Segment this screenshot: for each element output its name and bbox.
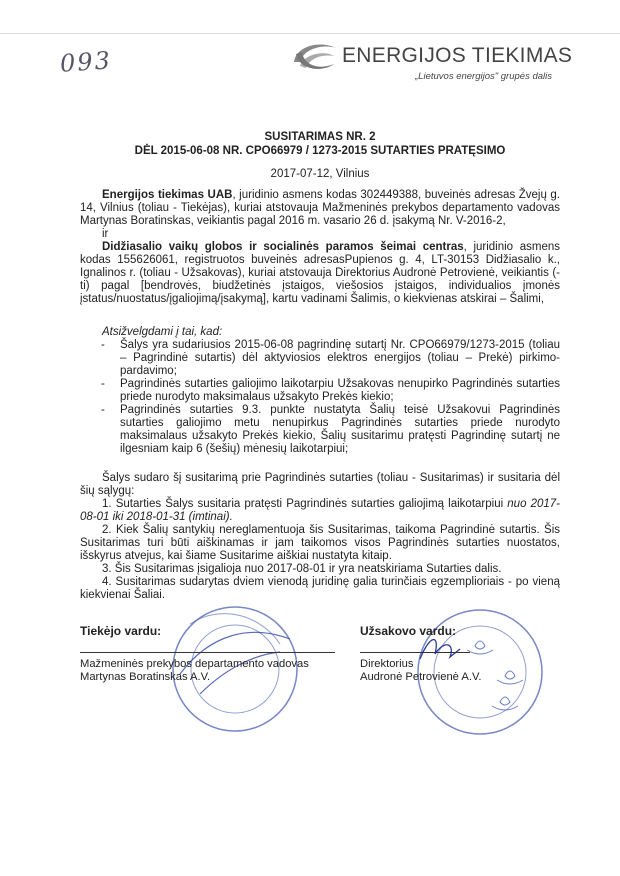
supplier-label: Tiekėjo vardu: xyxy=(80,624,162,638)
party-1-text: , juridinio asmens kodas 302449388, buveinės adresas Žvejų g. 14, Vilnius (toliau - Tiekėjas), kuriai atstovauja Mažmeninės prekybos departamento vadovas Martynas Boratinskas, veikiantis pagal 2016 m. vasario 26 d. įsakymą Nr. V-2016-2, xyxy=(80,189,560,227)
clause-4: 4. Susitarimas sudarytas dviem vienodą juridinę galia turinčiais egzemplioriais - po vieną kiekvienai Šaliai. xyxy=(80,576,560,601)
supplier-role: Mažmeninės prekybos departamento vadovas xyxy=(80,658,309,670)
supplier-signature-line xyxy=(80,652,335,653)
title-line-1: SUSITARIMAS NR. 2 xyxy=(264,131,376,143)
parties xyxy=(80,189,560,306)
party-2-paragraph xyxy=(80,241,560,306)
party-1-name: Energijos tiekimas UAB xyxy=(102,189,233,201)
whereas-section xyxy=(80,326,560,456)
clause-1-text: 1. Sutarties Šalys susitaria pratęsti Pagrindinės sutarties galiojimą laikotarpiui xyxy=(102,498,508,510)
company-tagline: „Lietuvos energijos" grupės dalis xyxy=(415,71,552,82)
clauses-section xyxy=(80,472,560,602)
whereas-item: - Pagrindinės sutarties galiojimo laikotarpiu Užsakovas nenupirko Pagrindinės sutarties priede nurodyto maksimalaus užsakyto Prekės kiekio; xyxy=(120,378,560,404)
clause-2: 2. Kiek Šalių santykių nereglamentuoja šis Susitarimas, taikoma Pagrindinė sutartis. Šis Susitarimas turi būti aiškinamas ir jam taikomos visos Pagrindinės sutarties nuostatos, išskyrus atvejus, kai šiame Susitarime aiškiai nustatyta kitaip. xyxy=(80,524,560,562)
company-name: ENERGIJOS TIEKIMAS xyxy=(342,44,573,67)
customer-role: Direktorius xyxy=(360,658,414,670)
logo-swirl-icon xyxy=(290,40,340,74)
customer-label: Užsakovo vardu: xyxy=(360,624,457,638)
document-body xyxy=(80,130,560,704)
clause-1-period: nuo 2017-08-01 iki 2018-01-31 (imtinai). xyxy=(80,498,561,523)
whereas-heading: Atsižvelgdami į tai, kad: xyxy=(102,326,223,338)
customer-signature-line xyxy=(360,652,470,653)
signatures xyxy=(80,624,560,704)
date-place: 2017-07-12, Vilnius xyxy=(270,168,370,180)
party-2-name: Didžiasalio vaikų globos ir socialinės paramos šeimai centras xyxy=(102,241,464,253)
document-header xyxy=(80,130,560,181)
clause-3: 3. Šis Susitarimas įsigalioja nuo 2017-08-01 ir yra neatskiriama Sutarties dalis. xyxy=(102,563,502,575)
company-logo xyxy=(290,40,573,88)
party-1-paragraph xyxy=(80,189,560,228)
handwritten-number: 093 xyxy=(59,46,113,78)
clause-1 xyxy=(80,498,560,524)
intro-paragraph: Šalys sudaro šį susitarimą prie Pagrindinės sutarties (toliau - Susitarimas) ir susitaria dėl šių sąlygų: xyxy=(80,472,560,497)
party-2-text: , juridinio asmens kodas 155626061, registruotos buveinės adresasPupienos g. 4, LT-30153 Didžiasalio k., Ignalinos r. (toliau - Užsakovas), kuriai atstovauja Direktorius Audronė Petrovienė, veikiantis (-ti) pagal [bendrovės, biudžetinės įstaigos, viešosios įstaigos, individualios įmonės įstatus/nuostatus/įgaliojimą/įsakymą], kartu vadinami Šalimis, o kiekvienas atskirai – Šalimi, xyxy=(80,241,560,305)
customer-name: Audronė Petrovienė A.V. xyxy=(360,670,482,683)
supplier-name: Martynas Boratinskas A.V. xyxy=(80,670,211,683)
customer-signature-block xyxy=(360,624,560,683)
whereas-item: - Pagrindinės sutarties 9.3. punkte nustatyta Šalių teisė Užsakovui Pagrindinės sutarties galiojimo metu nenupirkus Pagrindinės sutarties priede nurodyto maksimalaus užsakyto Prekės kiekio, Šalių susitarimu pratęsti Pagrindinę sutartį ne ilgesniam kaip 6 (šešių) mėnesių laikotarpiui; xyxy=(120,404,560,456)
supplier-signature-block xyxy=(80,624,335,683)
and-word: ir xyxy=(102,228,109,240)
whereas-item: - Šalys yra sudariusios 2015-06-08 pagrindinę sutartį Nr. CPO66979/1273-2015 (toliau – Pagrindinė sutartis) dėl aktyviosios elektros energijos (toliau – Prekė) pirkimo-pardavimo; xyxy=(120,339,560,378)
scan-edge-line xyxy=(0,33,620,34)
title-line-2: DĖL 2015-06-08 NR. CPO66979 / 1273-2015 SUTARTIES PRATĘSIMO xyxy=(134,145,506,157)
